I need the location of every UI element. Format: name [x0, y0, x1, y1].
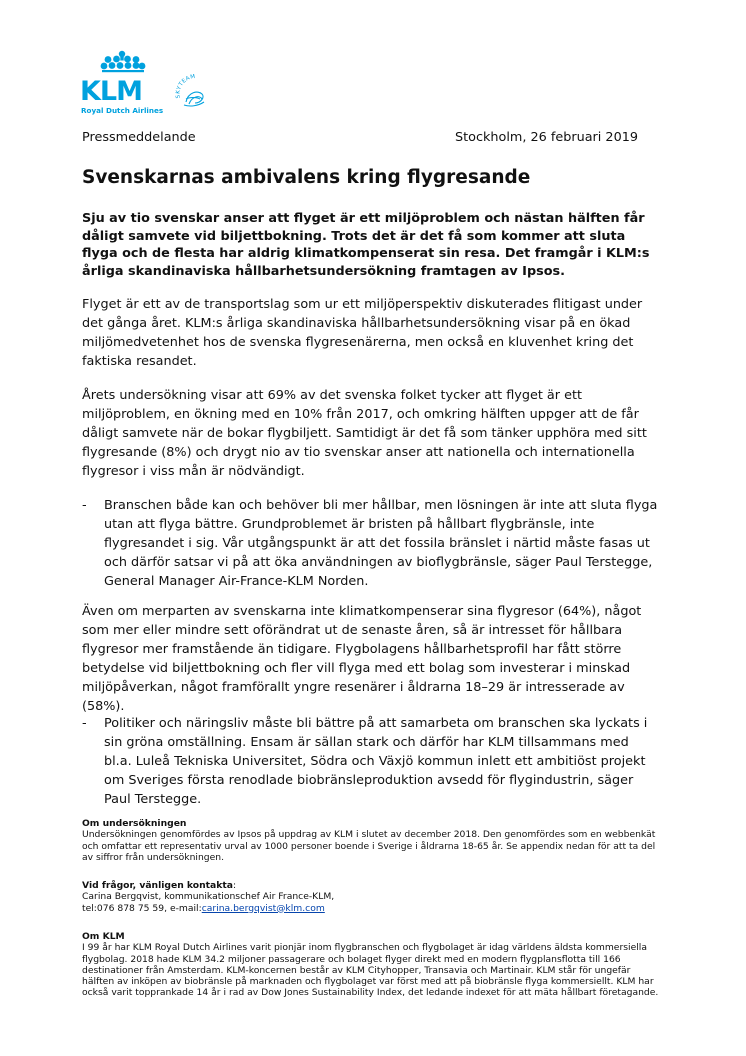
- place-date: Stockholm, 26 februari 2019: [454, 130, 638, 145]
- contact-email-link[interactable]: carina.bergqvist@klm.com: [201, 902, 325, 914]
- quote-dash: -: [82, 498, 87, 513]
- contact-heading-colon: :: [232, 880, 237, 891]
- body-paragraph-1: Flyget är ett av de transportslag som ur ett miljöperspektiv diskuterades flitigast under det gånga året. KLM:s årliga skandinaviska hållbarhetsundersökning visar på en ökad miljömedvetenhet hos de svenska flygresenärerna, men också en kluvenhet kring det faktiska resandet.: [82, 297, 643, 369]
- svg-text:SKYTEAM: [175, 74, 196, 99]
- contact-line-2: [82, 903, 662, 914]
- alliance-label: SKYTEAM: [175, 73, 196, 99]
- brand-subtitle: Royal Dutch Airlines: [81, 106, 164, 115]
- header-row: [82, 130, 638, 145]
- quote-2: [82, 714, 660, 809]
- about-section: [82, 931, 662, 999]
- contact-section: [82, 880, 662, 914]
- quote-1: [82, 496, 660, 591]
- survey-section: [82, 818, 662, 863]
- skyteam-icon: [174, 72, 214, 112]
- klm-logo: [80, 50, 220, 120]
- quote-1-text: Branschen både kan och behöver bli mer hållbar, men lösningen är inte att sluta flyga utan att flyga bättre. Grundproblemet är bristen på hållbart flygbränsle, inte flygresandet i sig. Vår utgångspunkt är att det fossila bränslet i närtid måste fasas ut och därför satsar vi på att öka användningen av bioflygbränsle, säger Paul Terstegge, General Manager Air-France-KLM Norden.: [104, 498, 658, 589]
- press-title: Svenskarnas ambivalens kring flygresande: [82, 167, 531, 188]
- body-paragraph-2: Årets undersökning visar att 69% av det svenska folket tycker att flyget är ett miljöproblem, en ökning med en 10% från 2017, och omkring hälften uppger att de får dåligt samvete när de bokar flygbiljett. Samtidigt är det få som tänker upphöra med sitt flygresande (8%) och drygt nio av tio svenskar anser att nationella och internationella flygresor i viss mån är nödvändigt.: [82, 388, 647, 479]
- doc-type: Pressmeddelande: [82, 130, 196, 145]
- contact-phone: tel:076 878 75 59, e-mail:: [82, 902, 202, 914]
- about-heading: Om KLM: [82, 931, 125, 942]
- brand-wordmark: KLM: [80, 76, 142, 107]
- crown-icon: [80, 50, 164, 78]
- quote-dash: -: [82, 716, 87, 731]
- about-text: I 99 år har KLM Royal Dutch Airlines varit pionjär inom flygbranschen och flygbolaget är idag världens äldsta kommersiella flygbolag. 2018 hade KLM 34.2 miljoner passagerare och bolaget flyger direkt med en modern flygplansflotta till 166 destinationer från Amsterdam. KLM-koncernen består av KLM Cityhopper, Transavia och Martinair. KLM står för ungefär hälften av inköpen av biobränsle på marknaden och flygbolaget var först med att på biobränsle flyga kommersiellt. KLM har också varit topprankade 14 år i rad av Dow Jones Sustainability Index, det ledande indexet för att mäta hållbart företagande.: [82, 942, 659, 999]
- survey-heading: Om undersökningen: [82, 818, 187, 829]
- contact-heading: Vid frågor, vänligen kontakta: [82, 880, 233, 891]
- body-paragraph-3: Även om merparten av svenskarna inte klimatkompenserar sina flygresor (64%), något som mer eller mindre sett oförändrat ut de senaste åren, så är intresset för hållbara flygresor mer framstående än tidigare. Flygbolagens hållbarhetsprofil har fått större betydelse vid biljettbokning och fler vill flyga med ett bolag som investerar i minskad miljöpåverkan, något framförallt yngre resenärer i åldrarna 18–29 är intresserade av (58%).: [82, 604, 642, 714]
- survey-text: Undersökningen genomfördes av Ipsos på uppdrag av KLM i slutet av december 2018. Den genomfördes som en webbenkät och omfattar ett representativ urval av 1000 personer boende i Sverige i åldrarna 18-65 år. Se appendix nedan för att ta del av siffror från undersökningen.: [82, 829, 656, 863]
- contact-line-1: Carina Bergqvist, kommunikationschef Air France-KLM,: [82, 891, 335, 903]
- quote-2-text: Politiker och näringsliv måste bli bättre på att samarbeta om branschen ska lyckats i sin gröna omställning. Ensam är sällan stark och därför har KLM tillsammans med bl.a. Luleå Tekniska Universitet, Södra och Växjö kommun inlett ett ambitiöst projekt om Sveriges första renodlade biobränsleproduktion avsedd för flygindustrin, säger Paul Terstegge.: [104, 716, 648, 807]
- lead-paragraph: Sju av tio svenskar anser att flyget är ett miljöproblem och nästan hälften får dåligt samvete vid biljettbokning. Trots det är det få som kommer att sluta flyga och de flesta har aldrig klimatkompenserat sin resa. Det framgår i KLM:s årliga skandinaviska hållbarhetsundersökning framtagen av Ipsos.: [82, 211, 650, 279]
